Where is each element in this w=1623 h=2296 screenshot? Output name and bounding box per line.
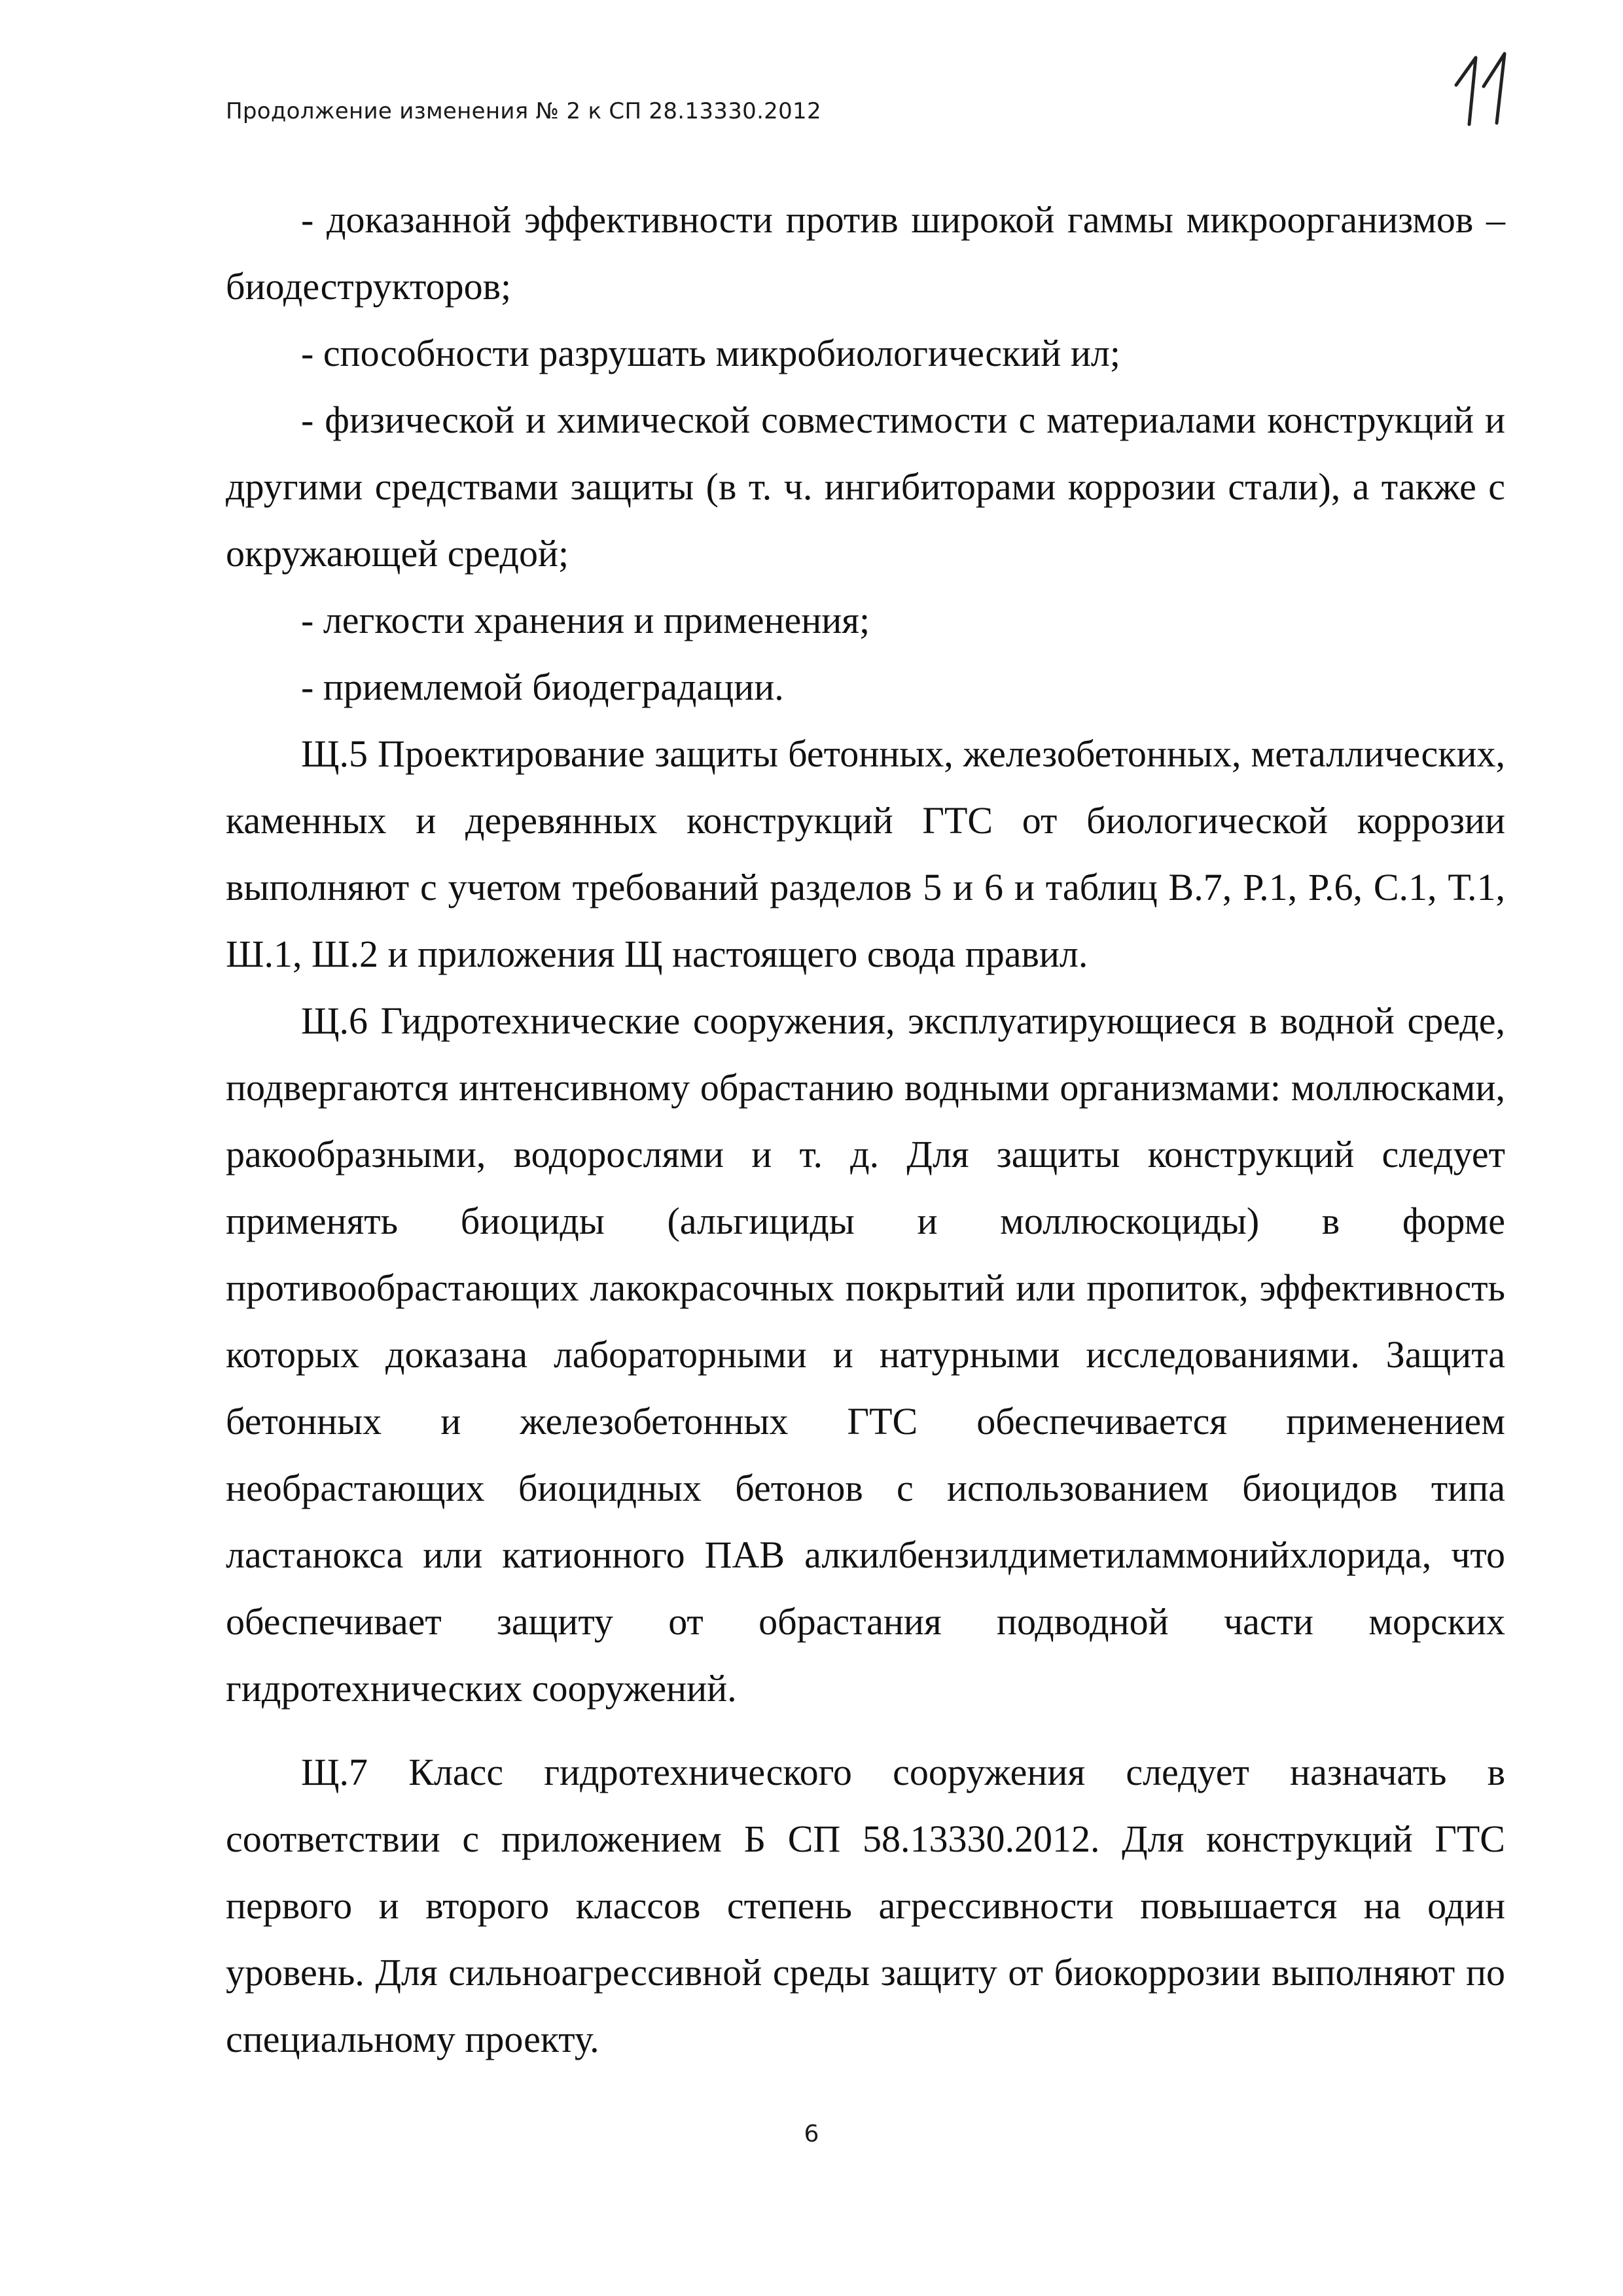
list-item: - легкости хранения и применения;	[301, 599, 870, 641]
running-header: Продолжение изменения № 2 к СП 28.13330.2012	[226, 98, 821, 124]
list-item: - приемлемой биодеградации.	[301, 666, 784, 708]
clause-sch-6: Щ.6 Гидротехнические сооружения, эксплуатирующиеся в водной среде, подвергаются интенсивному обрастанию водными организмами: моллюсками, ракообразными, водорослями и т. д. Для защиты конструкций следует применять биоциды (альгициды и моллюскоциды) в форме противообрастающих лакокрасочных покрытий или пропиток, эффективность которых доказана лабораторными и натурными исследованиями. Защита бетонных и железобетонных ГТС обеспечивается применением необрастающих биоцидных бетонов с использованием биоцидов типа ластанокса или катионного ПАВ алкилбензилдиметиламмонийхлорида, что обеспечивает защиту от обрастания подводной части морских гидротехнических сооружений.	[226, 999, 1505, 1710]
list-item: - физической и химической совместимости с материалами конструкций и другими средствами защиты (в т. ч. ингибиторами коррозии стали), а также с окружающей средой;	[226, 399, 1505, 575]
list-item: - доказанной эффективности против широкой гаммы микроорганизмов – биодеструкторов;	[226, 198, 1505, 308]
clause-sch-7: Щ.7 Класс гидротехнического сооружения следует назначать в соответствии с приложением Б СП 58.13330.2012. Для конструкций ГТС первого и второго классов степень агрессивности повышается на один уровень. Для сильноагрессивной среды защиту от биокоррозии выполняют по специальному проекту.	[226, 1751, 1505, 2060]
list-item: - способности разрушать микробиологический ил;	[301, 332, 1120, 374]
clause-sch-5: Щ.5 Проектирование защиты бетонных, железобетонных, металлических, каменных и деревянных конструкций ГТС от биологической коррозии выполняют с учетом требований разделов 5 и 6 и таблиц В.7, Р.1, Р.6, С.1, Т.1, Ш.1, Ш.2 и приложения Щ настоящего свода правил.	[226, 732, 1505, 975]
page-number: 6	[804, 2121, 819, 2147]
document-body	[226, 187, 1505, 2073]
handwritten-page-mark	[1450, 46, 1522, 131]
